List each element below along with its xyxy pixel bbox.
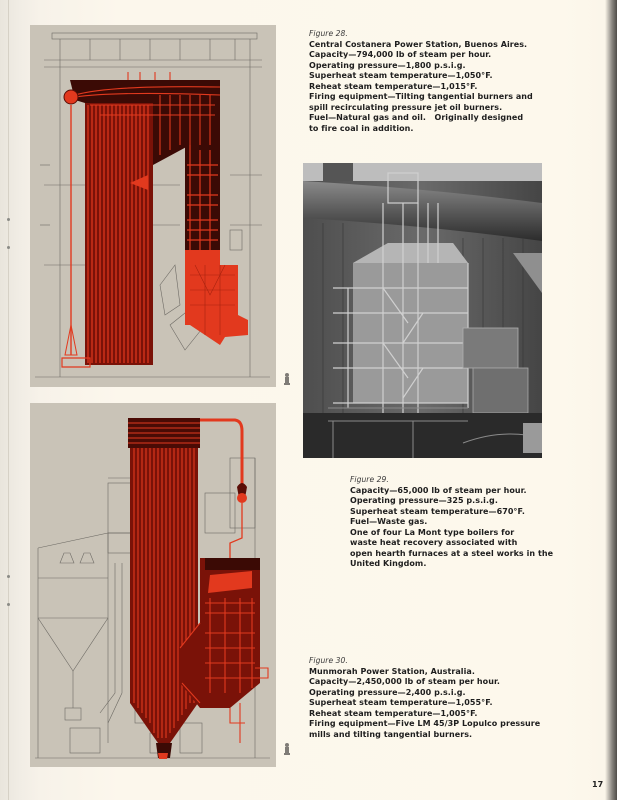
caption-title: Munmorah Power Station, Australia.: [309, 666, 475, 676]
binding-edge: [8, 0, 9, 800]
figure-30-caption: [309, 656, 540, 740]
manufacturer-logo-icon: [283, 742, 291, 756]
figure-29-boiler-photograph: [303, 163, 542, 458]
boiler-section-drawing: [30, 25, 276, 387]
caption-firing-cont: mills and tilting tangential burners.: [309, 729, 473, 739]
figure-28-boiler-diagram: [30, 25, 276, 387]
figure-28-caption: [309, 29, 533, 134]
caption-firing: Firing equipment—Tilting tangential burners and: [309, 92, 533, 101]
caption-description-cont: waste heat recovery associated with: [350, 538, 518, 547]
figure-29-caption: [350, 475, 553, 570]
caption-pressure: Operating pressure—1,800 p.s.i.g.: [309, 60, 466, 70]
caption-description: One of four La Mont type boilers for: [350, 527, 515, 537]
caption-title: Central Costanera Power Station, Buenos Aires.: [309, 39, 528, 49]
figure-label: Figure 29.: [350, 475, 389, 484]
caption-pressure: Operating pressure—2,400 p.s.i.g.: [309, 687, 466, 697]
boiler-section-drawing: [30, 403, 276, 767]
binding-hole: [7, 218, 10, 221]
caption-description-cont: United Kingdom.: [350, 559, 427, 568]
caption-superheat: Superheat steam temperature—670°F.: [350, 506, 525, 516]
waste-heat-boiler-photo: [303, 163, 542, 458]
caption-reheat: Reheat steam temperature—1,005°F.: [309, 708, 478, 718]
caption-capacity: Capacity—794,000 lb of steam per hour.: [309, 50, 492, 59]
caption-capacity: Capacity—65,000 lb of steam per hour.: [350, 485, 527, 495]
caption-fuel: Fuel—Natural gas and oil. Originally designed: [309, 113, 524, 122]
page-number: 17: [592, 780, 604, 789]
caption-description-cont: open hearth furnaces at a steel works in the: [350, 548, 554, 558]
caption-fuel-cont: to fire coal in addition.: [309, 123, 414, 133]
caption-firing: Firing equipment—Five LM 45/3P Lopulco pressure: [309, 719, 541, 728]
figure-label: Figure 28.: [309, 29, 348, 38]
binding-hole: [7, 603, 10, 606]
binding-hole: [7, 246, 10, 249]
caption-superheat: Superheat steam temperature—1,050°F.: [309, 71, 493, 80]
caption-pressure: Operating pressure—325 p.s.i.g.: [350, 496, 498, 505]
caption-superheat: Superheat steam temperature—1,055°F.: [309, 698, 493, 707]
caption-fuel: Fuel—Waste gas.: [350, 517, 428, 526]
manufacturer-logo-icon: [283, 372, 291, 386]
caption-firing-cont: spill recirculating pressure jet oil burners.: [309, 102, 503, 112]
figure-30-boiler-diagram: [30, 403, 276, 767]
caption-reheat: Reheat steam temperature—1,015°F.: [309, 81, 478, 91]
figure-label: Figure 30.: [309, 656, 348, 665]
caption-capacity: Capacity—2,450,000 lb of steam per hour.: [309, 677, 500, 686]
binding-hole: [7, 575, 10, 578]
